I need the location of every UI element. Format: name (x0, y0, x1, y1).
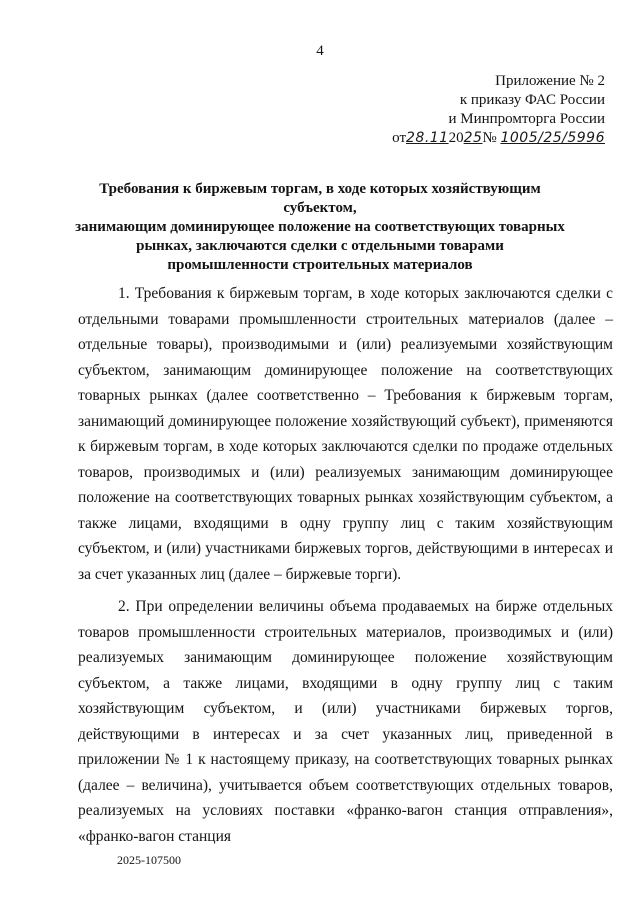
order-number-sign: № (482, 130, 497, 146)
document-code: 2025-107500 (117, 853, 181, 867)
order-date: 28.11 (406, 130, 449, 146)
title-line: промышленности строительных материалов (167, 257, 473, 273)
order-date-number (360, 129, 605, 148)
document-title (70, 180, 570, 275)
order-year: 25 (463, 130, 483, 146)
appendix-order-ref: к приказу ФАС России (459, 92, 605, 108)
document-body (78, 281, 613, 856)
order-year-prefix: 20 (448, 130, 464, 146)
title-line: рынках, заключаются сделки с отдельными товарами (136, 238, 504, 254)
appendix-title: Приложение № 2 (495, 73, 605, 89)
appendix-ministry: и Минпромторга России (448, 111, 605, 127)
page-number: 4 (316, 43, 324, 59)
order-prefix: от (392, 130, 406, 146)
title-line: Требования к биржевым торгам, в ходе которых хозяйствующим субъектом, (99, 181, 541, 216)
paragraph-2: 2. При определении величины объема продаваемых на бирже отдельных товаров промышленности строительных материалов, производимых и (или) реализуемых занимающим доминирующее положение хозяйствующим субъектом, а также лицами, входящими в одну группу лиц с таким хозяйствующим субъектом, и (или) участниками биржевых торгов, действующими в интересах и за счет указанных лиц, приведенной в приложении № 1 к настоящему приказу, на соответствующих товарных рынках (далее – величина), учитывается объем соответствующих отдельных товаров, реализуемых на условиях поставки «франко-вагон станция отправления», «франко-вагон станция (78, 598, 613, 845)
paragraph-1: 1. Требования к биржевым торгам, в ходе которых заключаются сделки с отдельными товарами промышленности строительных материалов (далее – отдельные товары), производимыми и (или) реализуемыми хозяйствующим субъектом, занимающим доминирующее положение на соответствующих товарных рынках (далее соответственно – Требования к биржевым торгам, занимающий доминирующее положение хозяйствующий субъект), применяются к биржевым торгам, в ходе которых заключаются сделки по продаже отдельных товаров, производимых и (или) реализуемых занимающим доминирующее положение на соответствующих товарных рынках хозяйствующим субъектом, а также лицами, входящими в одну группу лиц с таким хозяйствующим субъектом, и (или) участниками биржевых торгов, действующими в интересах и за счет указанных лиц (далее – биржевые торги). (78, 285, 613, 583)
order-number: 1005/25/5996 (500, 130, 605, 146)
title-line: занимающим доминирующее положение на соответствующих товарных (75, 219, 565, 235)
appendix-header (360, 72, 605, 148)
